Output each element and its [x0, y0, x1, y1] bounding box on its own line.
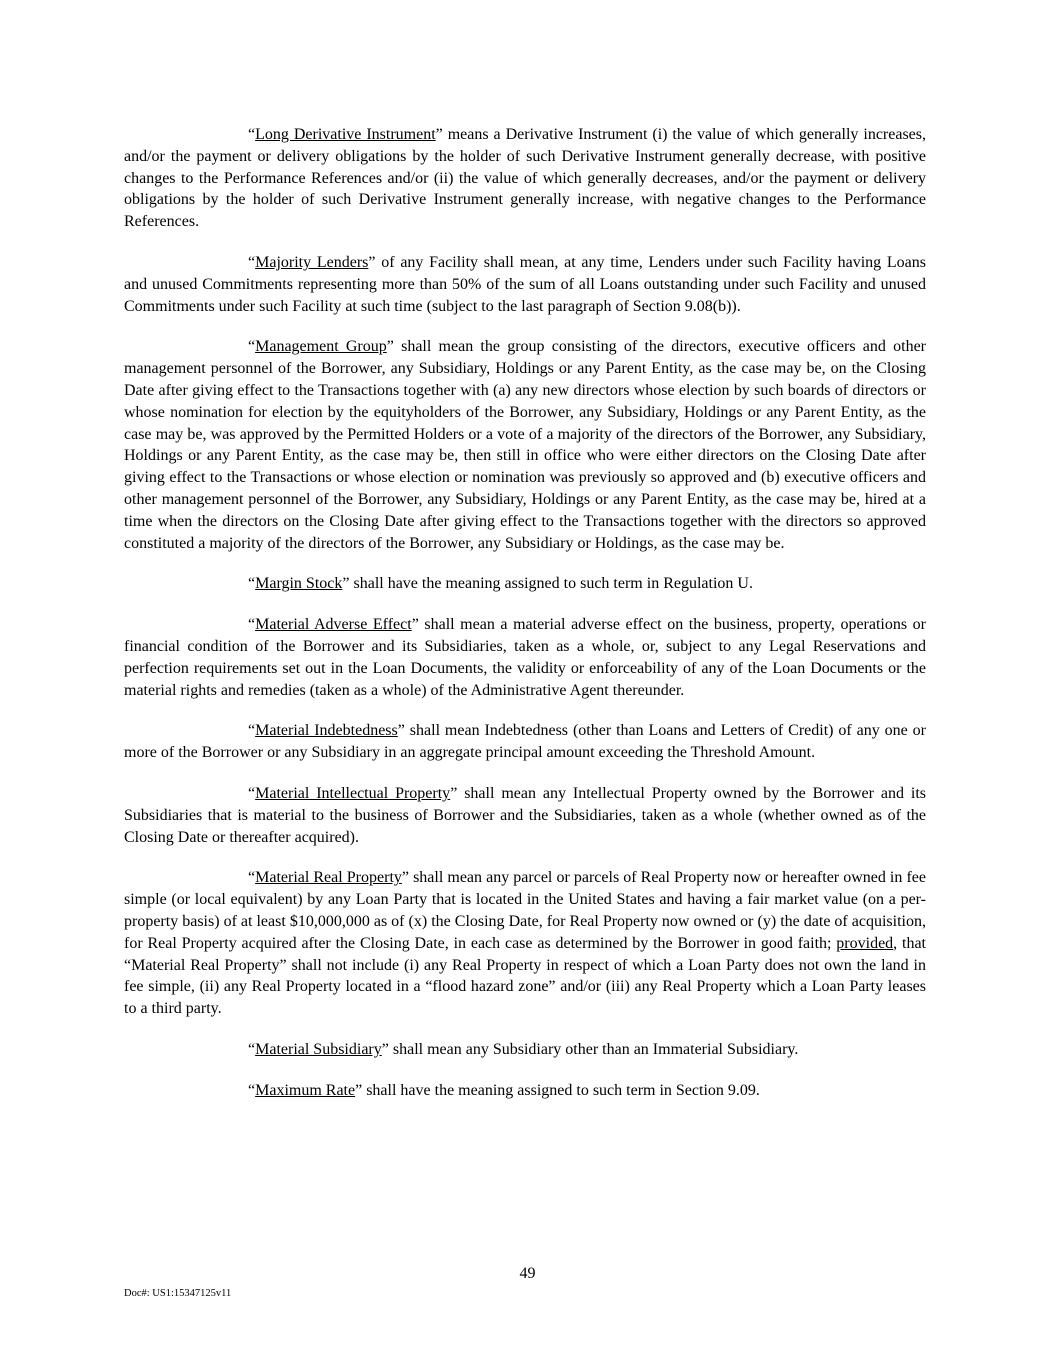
- defined-term: Material Intellectual Property: [255, 784, 451, 802]
- definition-material-adverse-effect: “Material Adverse Effect” shall mean a material adverse effect on the business, property, operations or financial condition of the Borrower and its Subsidiaries, taken as a whole, or, subject to any Legal Reservations and perfection requirements set out in the Loan Documents, the validity or enforceability of any of the Loan Documents or the material rights and remedies (taken as a whole) of the Administrative Agent thereunder.: [124, 616, 926, 699]
- defined-term: Majority Lenders: [255, 253, 369, 271]
- page-number: 49: [519, 1265, 536, 1282]
- defined-term: Material Subsidiary: [255, 1040, 382, 1058]
- definition-material-indebtedness: “Material Indebtedness” shall mean Indebtedness (other than Loans and Letters of Credit) of any one or more of the Borrower or any Subsidiary in an aggregate principal amount exceeding the Threshold Amount.: [124, 722, 927, 762]
- document-id: Doc#: US1:15347125v11: [124, 1288, 232, 1299]
- definition-text: shall mean any Subsidiary other than an Immaterial Subsidiary.: [388, 1040, 799, 1058]
- definition-text: shall mean a material adverse effect on the business, property, operations or financial condition of the Borrower and its Subsidiaries, taken as a whole, or, subject to any Legal Reservations and perfection requirements set out in the Loan Documents, the validity or enforceability of any of the Loan Documents or the material rights and remedies (taken as a whole) of the Administrative Agent thereunder.: [124, 616, 926, 699]
- definition-text: shall mean Indebtedness (other than Loans and Letters of Credit) of any one or more of the Borrower or any Subsidiary in an aggregate principal amount exceeding the Threshold Amount.: [124, 722, 927, 762]
- definition-long-derivative-instrument: “Long Derivative Instrument” means a Derivative Instrument (i) the value of which generally increases, and/or the payment or delivery obligations by the holder of such Derivative Instrument generally decrease, with positive changes to the Performance References and/or (ii) the value of which generally decreases, and/or the payment or delivery obligations by the holder of such Derivative Instrument generally increase, with negative changes to the Performance References.: [124, 126, 927, 231]
- definition-text: shall have the meaning assigned to such term in Section 9.09.: [362, 1081, 760, 1099]
- definition-text: shall mean any parcel or parcels of Real Property now or hereafter owned in fee simple (or local equivalent) by any Loan Party that is located in the United States and having a fair market value (on a per-property basis) of at least $10,000,000 as of (x) the Closing Date, for Real Property now owned or (y) the date of acquisition, for Real Property acquired after the Closing Date, in each case as determined by the Borrower in good faith;: [124, 869, 926, 952]
- defined-term: Margin Stock: [255, 575, 343, 593]
- definition-majority-lenders: “Majority Lenders” of any Facility shall mean, at any time, Lenders under such Facility having Loans and unused Commitments representing more than 50% of the sum of all Loans outstanding under such Facility and unused Commitments under such Facility at such time (subject to the last paragraph of Section 9.08(b)).: [124, 253, 926, 315]
- defined-term: Long Derivative Instrument: [255, 126, 436, 143]
- definition-text-continued: , that “Material Real Property” shall not include (i) any Real Property in respect of which a Loan Party does not own the land in fee simple, (ii) any Real Property located in a “flood hazard zone” and/or (iii) any Real Property which a Loan Party leases to a third party.: [124, 934, 926, 1018]
- document-body: [124, 124, 926, 1120]
- defined-term: Material Real Property: [255, 869, 402, 887]
- definition-management-group: “Management Group” shall mean the group consisting of the directors, executive officers and other management personnel of the Borrower, any Subsidiary, Holdings or any Parent Entity, as the case may be, on the Closing Date after giving effect to the Transactions together with (a) any new directors whose election by such boards of directors or whose nomination for election by the equityholders of the Borrower, any Subsidiary, Holdings or any Parent Entity, as the case may be, was approved by the Permitted Holders or a vote of a majority of the directors of the Borrower, any Subsidiary, Holdings or any Parent Entity, as the case may be, then still in office who were either directors on the Closing Date after giving effect to the Transactions or whose election or nomination was previously so approved and (b) executive officers and other management personnel of the Borrower, any Subsidiary, Holdings or any Parent Entity, as the case may be, hired at a time when the directors on the Closing Date after giving effect to the Transactions together with the directors so approved constituted a majority of the directors of the Borrower, any Subsidiary or Holdings, as the case may be.: [124, 338, 926, 552]
- definition-text: shall mean any Intellectual Property owned by the Borrower and its Subsidiaries that is material to the business of Borrower and the Subsidiaries, taken as a whole (whether owned as of the Closing Date or thereafter acquired).: [124, 784, 927, 846]
- definition-material-subsidiary: “Material Subsidiary” shall mean any Subsidiary other than an Immaterial Subsidiary.: [248, 1040, 799, 1058]
- defined-term: Maximum Rate: [255, 1081, 356, 1099]
- proviso-word: provided: [836, 934, 894, 952]
- defined-term: Material Adverse Effect: [255, 616, 412, 634]
- definition-material-real-property: “Material Real Property” shall mean any parcel or parcels of Real Property now or hereafter owned in fee simple (or local equivalent) by any Loan Party that is located in the United States and having a fair market value (on a per-property basis) of at least $10,000,000 as of (x) the Closing Date, for Real Property now owned or (y) the date of acquisition, for Real Property acquired after the Closing Date, in each case as determined by the Borrower in good faith; provided, that “Material Real Property” shall not include (i) any Real Property in respect of which a Loan Party does not own the land in fee simple, (ii) any Real Property located in a “flood hazard zone” and/or (iii) any Real Property which a Loan Party leases to a third party.: [124, 869, 926, 1018]
- defined-term: Management Group: [255, 338, 387, 356]
- definition-text: of any Facility shall mean, at any time, Lenders under such Facility having Loans and unused Commitments representing more than 50% of the sum of all Loans outstanding under such Facility and unused Commitments under such Facility at such time (subject to the last paragraph of Section 9.08(b)).: [124, 253, 926, 315]
- definition-margin-stock: “Margin Stock” shall have the meaning assigned to such term in Regulation U.: [248, 575, 753, 593]
- definition-text: shall mean the group consisting of the directors, executive officers and other management personnel of the Borrower, any Subsidiary, Holdings or any Parent Entity, as the case may be, on the Closing Date after giving effect to the Transactions together with (a) any new directors whose election by such boards of directors or whose nomination for election by the equityholders of the Borrower, any Subsidiary, Holdings or any Parent Entity, as the case may be, was approved by the Permitted Holders or a vote of a majority of the directors of the Borrower, any Subsidiary, Holdings or any Parent Entity, as the case may be, then still in office who were either directors on the Closing Date after giving effect to the Transactions or whose election or nomination was previously so approved and (b) executive officers and other management personnel of the Borrower, any Subsidiary, Holdings or any Parent Entity, as the case may be, hired at a time when the directors on the Closing Date after giving effect to the Transactions together with the directors so approved constituted a majority of the directors of the Borrower, any Subsidiary or Holdings, as the case may be.: [124, 338, 926, 552]
- definition-material-intellectual-property: “Material Intellectual Property” shall mean any Intellectual Property owned by the Borrower and its Subsidiaries that is material to the business of Borrower and the Subsidiaries, taken as a whole (whether owned as of the Closing Date or thereafter acquired).: [124, 784, 927, 846]
- definition-maximum-rate: “Maximum Rate” shall have the meaning assigned to such term in Section 9.09.: [248, 1081, 760, 1099]
- defined-term: Material Indebtedness: [255, 722, 398, 740]
- definition-text: shall have the meaning assigned to such term in Regulation U.: [349, 575, 753, 593]
- definition-text: means a Derivative Instrument (i) the value of which generally increases, and/or the payment or delivery obligations by the holder of such Derivative Instrument generally decrease, with positive changes to the Performance References and/or (ii) the value of which generally decreases, and/or the payment or delivery obligations by the holder of such Derivative Instrument generally increase, with negative changes to the Performance References.: [124, 126, 927, 231]
